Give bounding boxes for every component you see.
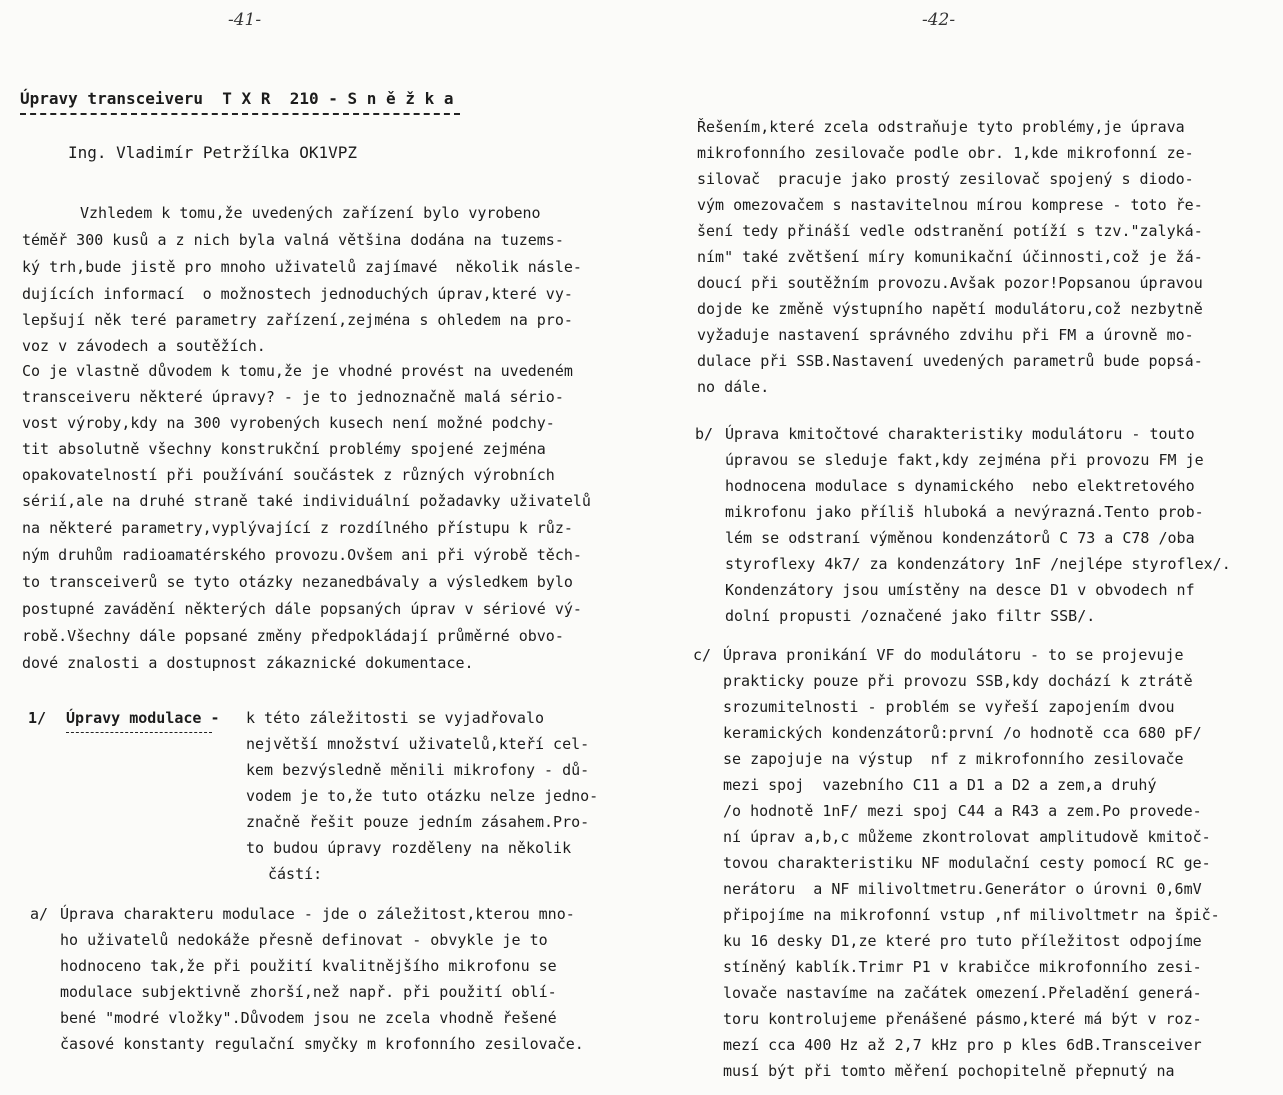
text-line: postupné zavádění některých dále popsaných úprav v sériové vý-	[22, 600, 582, 618]
text-line: se zapojuje na výstup nf z mikrofonního zesilovače	[723, 750, 1184, 768]
text-line: Co je vlastně důvodem k tomu,že je vhodné provést na uvedeném	[22, 362, 573, 380]
text-line: téměř 300 kusů a z nich byla valná většina dodána na tuzems-	[22, 231, 564, 249]
page-number-left: -41-	[228, 10, 262, 30]
text-line: Kondenzátory jsou umístěny na desce D1 v obvodech nf	[725, 581, 1195, 599]
text-line: dové znalosti a dostupnost zákaznické dokumentace.	[22, 654, 474, 672]
text-line: bené "modré vložky".Důvodem jsou ne zcela vhodně řešené	[60, 1009, 557, 1027]
section-number: 1/	[28, 709, 47, 727]
text-line: dujících informací o možnostech jednoduchých úprav,které vy-	[22, 285, 573, 303]
text-line: Řešením,které zcela odstraňuje tyto problémy,je úprava	[697, 118, 1185, 136]
text-line: lém se odstraní výměnou kondenzátorů C 73 a C78 /oba	[725, 529, 1195, 547]
text-line: to transceiverů se tyto otázky nezanedbávaly a výsledkem bylo	[22, 573, 573, 591]
text-line: lovače nastavíme na začátek omezení.Přeladění generá-	[723, 984, 1202, 1002]
page-number-right: -42-	[922, 10, 956, 30]
text-line: k této záležitosti se vyjadřovalo	[246, 709, 545, 727]
text-line: silovač pracuje jako prostý zesilovač spojený s diodo-	[697, 170, 1194, 188]
text-line: mezi spoj vazebního C11 a D1 a D2 a zem,a druhý	[723, 776, 1157, 794]
text-line: srozumitelnosti - problém se vyřeší zapojením dvou	[723, 698, 1175, 716]
text-line: tovou charakteristiku NF modulační cesty pomocí RC ge-	[723, 854, 1211, 872]
title-underline	[20, 113, 460, 115]
text-line: šení tedy přináší vedle odstranění potíží s tzv."zalyká-	[697, 222, 1203, 240]
text-line: mikrofonu jako příliš hluboká a nevýrazná.Tento prob-	[725, 503, 1204, 521]
section-heading: Úpravy modulace -	[66, 709, 220, 727]
text-line: prakticky pouze při provozu SSB,kdy dochází k ztrátě	[723, 672, 1193, 690]
text-line: /o hodnotě 1nF/ mezi spoj C44 a R43 a zem.Po provede-	[723, 802, 1202, 820]
text-line: opakovatelností při používání součástek z různých výrobních	[22, 466, 555, 484]
text-line: Úprava charakteru modulace - jde o záležitost,kterou mno-	[60, 905, 575, 923]
text-line: sérií,ale na druhé straně také individuální požadavky uživatelů	[22, 492, 591, 510]
author-line: Ing. Vladimír Petržílka OK1VPZ	[68, 143, 357, 162]
text-line: musí být při tomto měření pochopitelně přepnutý na	[723, 1062, 1175, 1080]
text-line: doucí při soutěžním provozu.Avšak pozor!Popsanou úpravou	[697, 274, 1203, 292]
text-line: transceiveru některé úpravy? - je to jednoznačně malá sério-	[22, 388, 564, 406]
article-title: Úpravy transceiveru T X R 210 - S n ě ž k a	[20, 89, 454, 108]
text-line: mezí cca 400 Hz až 2,7 kHz pro p kles 6dB.Transceiver	[723, 1036, 1202, 1054]
text-line: Úprava pronikání VF do modulátoru - to se projevuje	[723, 646, 1184, 664]
text-line: hodnocena modulace s dynamického nebo elektretového	[725, 477, 1195, 495]
text-line: vodem je to,že tuto otázku nelze jedno-	[246, 787, 599, 805]
text-line: stíněný kablík.Trimr P1 v krabičce mikrofonního zesi-	[723, 958, 1202, 976]
text-line: částí:	[268, 865, 323, 883]
text-line: Úprava kmitočtové charakteristiky modulátoru - touto	[725, 425, 1195, 443]
text-line: voz v závodech a soutěžích.	[22, 337, 266, 355]
text-line: ní úprav a,b,c můžeme zkontrolovat amplitudově kmitoč-	[723, 828, 1211, 846]
section-heading-underline	[66, 732, 212, 733]
text-line: na některé parametry,vyplývající z rozdílného přístupu k růz-	[22, 519, 573, 537]
text-line: připojíme na mikrofonní vstup ,nf milivoltmetr na špič-	[723, 906, 1220, 924]
text-line: značně řešit pouze jedním zásahem.Pro-	[246, 813, 590, 831]
text-line: keramických kondenzátorů:první /o hodnotě cca 680 pF/	[723, 724, 1202, 742]
text-line: dulace při SSB.Nastavení uvedených parametrů bude popsá-	[697, 352, 1203, 370]
text-line: ku 16 desky D1,ze které pro tuto příležitost odpojíme	[723, 932, 1202, 950]
text-line: dojde ke změně výstupního napětí modulátoru,což nezbytně	[697, 300, 1203, 318]
text-line: ním" také zvětšení míry komunikační účinnosti,což je žá-	[697, 248, 1203, 266]
text-line: no dále.	[697, 378, 770, 396]
text-line: dolní propusti /označené jako filtr SSB/.	[725, 607, 1096, 625]
text-line: tit absolutně všechny konstrukční problémy spojené zejména	[22, 440, 546, 458]
text-line: ným druhům radioamatérského provozu.Ovšem ani při výrobě těch-	[22, 546, 582, 564]
text-line: toru kontrolujeme přenášené pásmo,které má být v roz-	[723, 1010, 1202, 1028]
section-label: b/	[695, 425, 714, 443]
text-line: vyžaduje nastavení správného zdvihu při FM a úrovně mo-	[697, 326, 1194, 344]
text-line: lepšují něk teré parametry zařízení,zejména s ohledem na pro-	[22, 311, 573, 329]
text-line: kem bezvýsledně měnili mikrofony - dů-	[246, 761, 590, 779]
right-page	[645, 0, 1283, 1095]
section-label: a/	[30, 905, 49, 923]
text-line: ký trh,bude jistě pro mnoho uživatelů zajímavé několik násle-	[22, 258, 582, 276]
text-line: robě.Všechny dále popsané změny předpokládají průměrné obvo-	[22, 627, 564, 645]
text-line: modulace subjektivně zhorší,než např. při použití oblí-	[60, 983, 557, 1001]
text-line: časové konstanty regulační smyčky m krofonního zesilovače.	[60, 1035, 584, 1053]
section-label: c/	[693, 646, 712, 664]
text-line: vost výroby,kdy na 300 vyrobených kusech není možné podchy-	[22, 414, 555, 432]
text-line: úpravou se sleduje fakt,kdy zejména při provozu FM je	[725, 451, 1204, 469]
text-line: Vzhledem k tomu,že uvedených zařízení bylo vyrobeno	[80, 204, 541, 222]
text-line: hodnoceno tak,že při použití kvalitnějšího mikrofonu se	[60, 957, 557, 975]
text-line: mikrofonního zesilovače podle obr. 1,kde mikrofonní ze-	[697, 144, 1194, 162]
text-line: největší množství uživatelů,kteří cel-	[246, 735, 590, 753]
text-line: to budou úpravy rozděleny na několik	[246, 839, 572, 857]
text-line: ho uživatelů nedokáže přesně definovat - obvykle je to	[60, 931, 548, 949]
text-line: styroflexy 4k7/ za kondenzátory 1nF /nejlépe styroflex/.	[725, 555, 1231, 573]
text-line: nerátoru a NF milivoltmetru.Generátor o úrovni 0,6mV	[723, 880, 1202, 898]
text-line: vým omezovačem s nastavitelnou mírou komprese - toto ře-	[697, 196, 1203, 214]
